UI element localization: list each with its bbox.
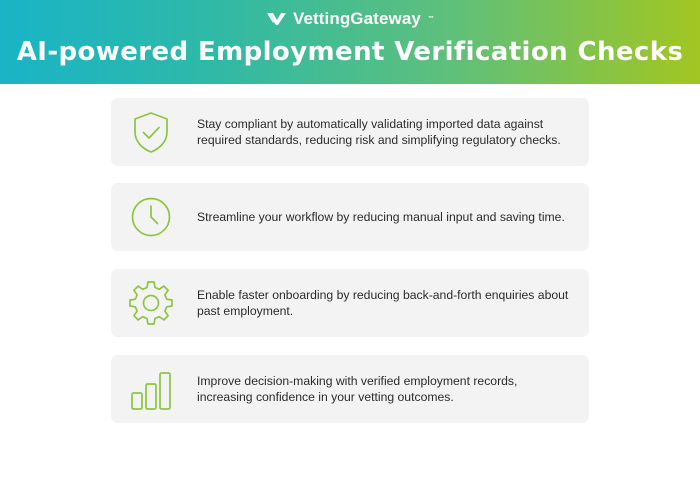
feature-card-onboarding [111,269,589,337]
vetting-gateway-logo-icon [266,11,287,27]
feature-card-workflow [111,183,589,251]
feature-card-compliance [111,98,589,166]
feature-text: Enable faster onboarding by reducing back-and-forth enquiries about past employment. [197,287,569,318]
shield-check-icon [127,108,175,156]
feature-card-decision-making [111,355,589,423]
gear-icon [127,279,175,327]
feature-text: Improve decision-making with verified employment records, increasing confidence in your vetting outcomes. [197,373,518,404]
page-title: AI-powered Employment Verification Checks [16,37,684,67]
brand-logo [0,9,700,29]
header-banner [0,0,700,84]
clock-icon [127,193,175,241]
feature-text: Streamline your workflow by reducing manual input and saving time. [197,209,565,224]
bar-chart-icon [127,365,175,413]
brand-name: VettingGateway [292,9,421,28]
brand-trademark: ™ [427,16,435,22]
feature-text: Stay compliant by automatically validating imported data against required standards, reducing risk and simplifying regulatory checks. [197,116,561,147]
